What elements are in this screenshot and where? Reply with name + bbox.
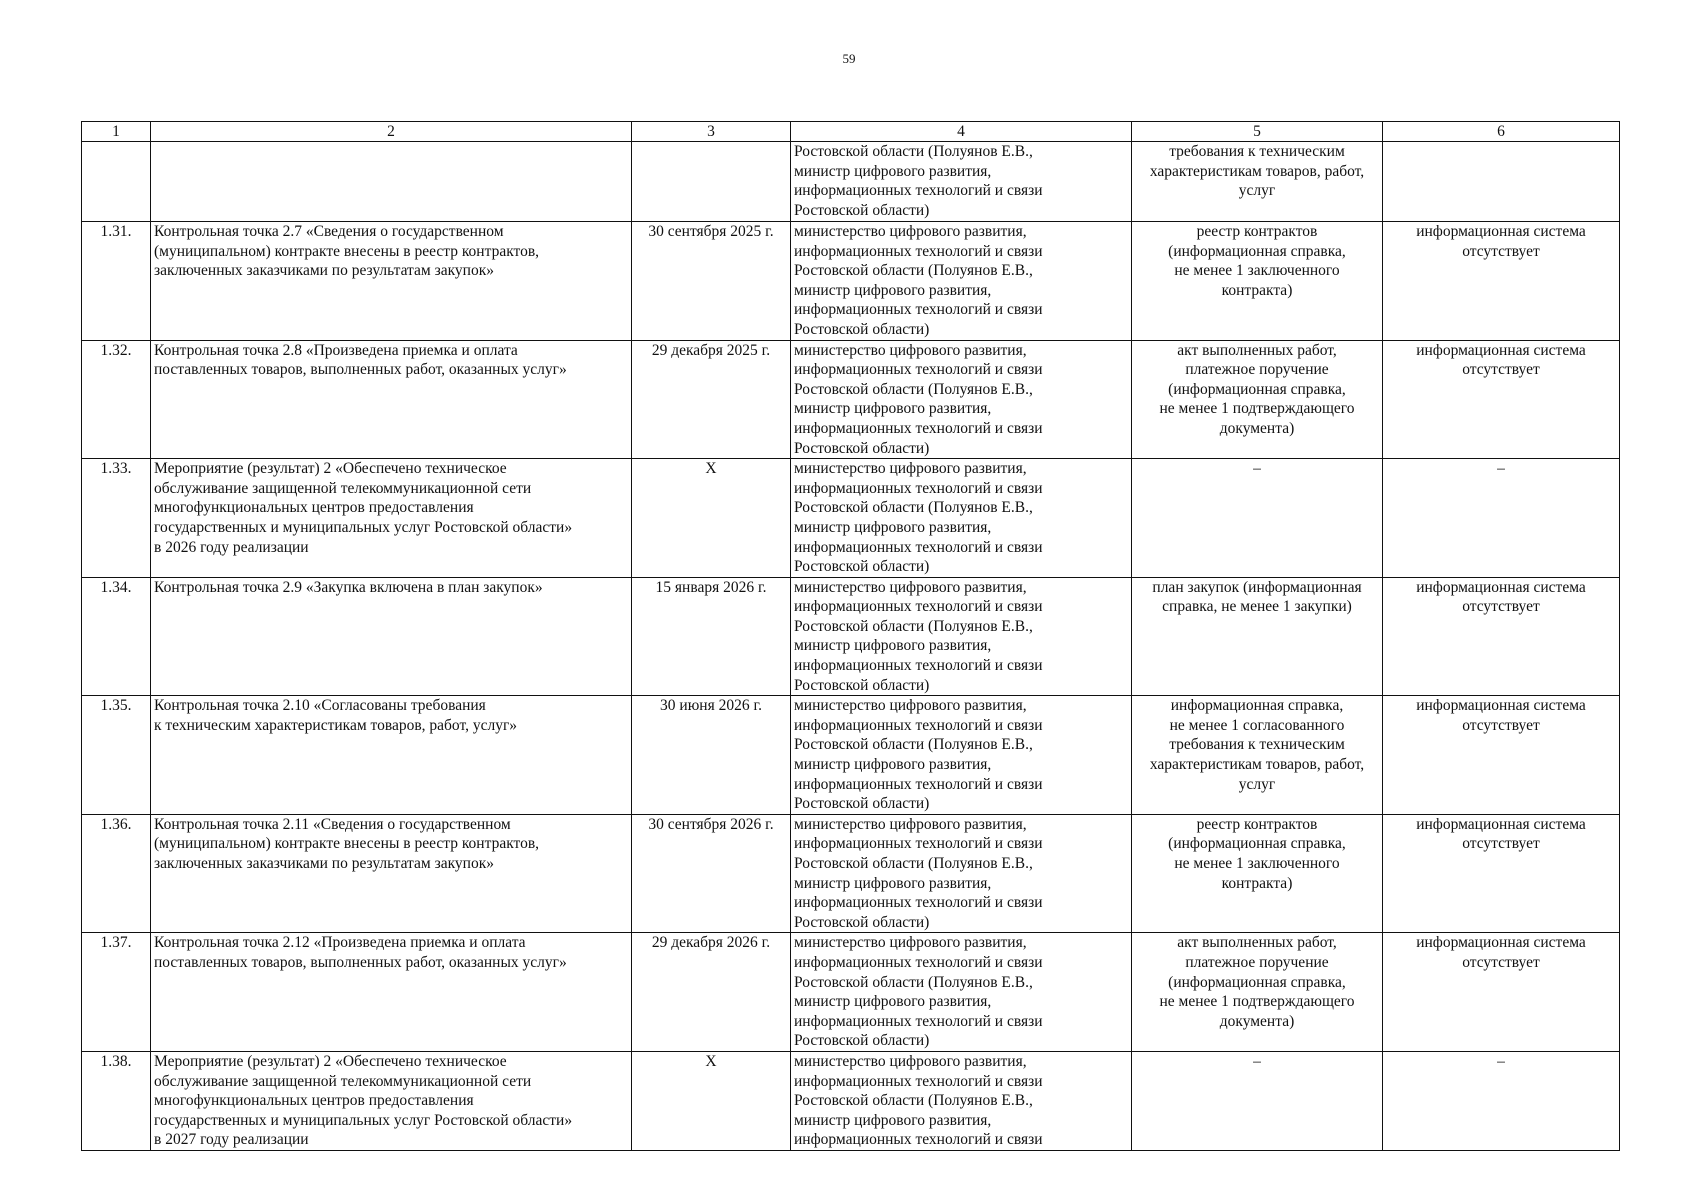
row-number-cell: 1.31. [82, 222, 151, 341]
row-name-cell: Контрольная точка 2.12 «Произведена приемка и оплата поставленных товаров, выполненных работ, оказанных услуг» [151, 933, 632, 1052]
row-document-cell: реестр контрактов (информационная справка, не менее 1 заключенного контракта) [1132, 814, 1383, 933]
row-info-system-cell: информационная система отсутствует [1383, 696, 1620, 815]
row-name-cell: Контрольная точка 2.11 «Сведения о государственном (муниципальном) контракте внесены в реестр контрактов, заключенных заказчиками по результатам закупок» [151, 814, 632, 933]
row-document-cell: – [1132, 1051, 1383, 1150]
row-info-system-cell: информационная система отсутствует [1383, 577, 1620, 696]
row-responsible-cell: министерство цифрового развития, информационных технологий и связи Ростовской области (Полуянов Е.В., министр цифрового развития, информационных технологий и связи Ростовской области) [791, 340, 1132, 459]
table-row [82, 1051, 1620, 1150]
row-responsible-cell: министерство цифрового развития, информационных технологий и связи Ростовской области (Полуянов Е.В., министр цифрового развития, информационных технологий и связи Ростовской области) [791, 933, 1132, 1052]
row-responsible-cell: министерство цифрового развития, информационных технологий и связи Ростовской области (Полуянов Е.В., министр цифрового развития, информационных технологий и связи Ростовской области) [791, 814, 1132, 933]
row-info-system-cell: информационная система отсутствует [1383, 340, 1620, 459]
column-number-1: 1 [82, 122, 151, 142]
table-row [82, 696, 1620, 815]
row-document-cell: требования к техническим характеристикам товаров, работ, услуг [1132, 142, 1383, 222]
table-row [82, 933, 1620, 1052]
row-number-cell: 1.38. [82, 1051, 151, 1150]
column-number-3: 3 [632, 122, 791, 142]
row-date-cell: 30 сентября 2025 г. [632, 222, 791, 341]
page-number: 59 [842, 51, 856, 66]
row-info-system-cell: информационная система отсутствует [1383, 814, 1620, 933]
row-responsible-cell: Ростовской области (Полуянов Е.В., министр цифрового развития, информационных технологий и связи Ростовской области) [791, 142, 1132, 222]
row-number-cell: 1.33. [82, 459, 151, 578]
column-number-2: 2 [151, 122, 632, 142]
row-name-cell: Контрольная точка 2.9 «Закупка включена в план закупок» [151, 577, 632, 696]
column-number-row [82, 122, 1620, 142]
row-number-cell [82, 142, 151, 222]
row-date-cell: X [632, 459, 791, 578]
row-document-cell: информационная справка, не менее 1 согласованного требования к техническим характеристикам товаров, работ, услуг [1132, 696, 1383, 815]
row-info-system-cell [1383, 142, 1620, 222]
table-row [82, 814, 1620, 933]
table-row [82, 459, 1620, 578]
row-date-cell [632, 142, 791, 222]
row-document-cell: акт выполненных работ, платежное поручение (информационная справка, не менее 1 подтверждающего документа) [1132, 340, 1383, 459]
row-date-cell: 29 декабря 2025 г. [632, 340, 791, 459]
row-name-cell: Мероприятие (результат) 2 «Обеспечено техническое обслуживание защищенной телекоммуникационной сети многофункциональных центров предоставления государственных и муниципальных услуг Ростовской области» в 2026 году реализации [151, 459, 632, 578]
plan-table [81, 121, 1620, 1151]
row-info-system-cell: информационная система отсутствует [1383, 222, 1620, 341]
row-info-system-cell: – [1383, 459, 1620, 578]
row-date-cell: X [632, 1051, 791, 1150]
row-info-system-cell: информационная система отсутствует [1383, 933, 1620, 1052]
row-date-cell: 30 сентября 2026 г. [632, 814, 791, 933]
row-responsible-cell: министерство цифрового развития, информационных технологий и связи Ростовской области (Полуянов Е.В., министр цифрового развития, информационных технологий и связи Ростовской области) [791, 459, 1132, 578]
row-document-cell: акт выполненных работ, платежное поручение (информационная справка, не менее 1 подтверждающего документа) [1132, 933, 1383, 1052]
table-row [82, 222, 1620, 341]
row-date-cell: 29 декабря 2026 г. [632, 933, 791, 1052]
row-name-cell: Контрольная точка 2.7 «Сведения о государственном (муниципальном) контракте внесены в реестр контрактов, заключенных заказчиками по результатам закупок» [151, 222, 632, 341]
row-responsible-cell: министерство цифрового развития, информационных технологий и связи Ростовской области (Полуянов Е.В., министр цифрового развития, информационных технологий и связи Ростовской области) [791, 577, 1132, 696]
row-date-cell: 15 января 2026 г. [632, 577, 791, 696]
row-name-cell: Мероприятие (результат) 2 «Обеспечено техническое обслуживание защищенной телекоммуникационной сети многофункциональных центров предоставления государственных и муниципальных услуг Ростовской области» в 2027 году реализации [151, 1051, 632, 1150]
row-number-cell: 1.37. [82, 933, 151, 1052]
column-number-5: 5 [1132, 122, 1383, 142]
row-document-cell: – [1132, 459, 1383, 578]
row-date-cell: 30 июня 2026 г. [632, 696, 791, 815]
row-info-system-cell: – [1383, 1051, 1620, 1150]
column-number-6: 6 [1383, 122, 1620, 142]
table-row [82, 577, 1620, 696]
row-number-cell: 1.36. [82, 814, 151, 933]
row-responsible-cell: министерство цифрового развития, информационных технологий и связи Ростовской области (Полуянов Е.В., министр цифрового развития, информационных технологий и связи [791, 1051, 1132, 1150]
table-row-continuation [82, 142, 1620, 222]
column-number-4: 4 [791, 122, 1132, 142]
row-name-cell: Контрольная точка 2.10 «Согласованы требования к техническим характеристикам товаров, работ, услуг» [151, 696, 632, 815]
row-number-cell: 1.35. [82, 696, 151, 815]
row-name-cell [151, 142, 632, 222]
table-row [82, 340, 1620, 459]
row-responsible-cell: министерство цифрового развития, информационных технологий и связи Ростовской области (Полуянов Е.В., министр цифрового развития, информационных технологий и связи Ростовской области) [791, 222, 1132, 341]
row-number-cell: 1.34. [82, 577, 151, 696]
row-number-cell: 1.32. [82, 340, 151, 459]
row-document-cell: план закупок (информационная справка, не менее 1 закупки) [1132, 577, 1383, 696]
row-document-cell: реестр контрактов (информационная справка, не менее 1 заключенного контракта) [1132, 222, 1383, 341]
row-responsible-cell: министерство цифрового развития, информационных технологий и связи Ростовской области (Полуянов Е.В., министр цифрового развития, информационных технологий и связи Ростовской области) [791, 696, 1132, 815]
row-name-cell: Контрольная точка 2.8 «Произведена приемка и оплата поставленных товаров, выполненных работ, оказанных услуг» [151, 340, 632, 459]
